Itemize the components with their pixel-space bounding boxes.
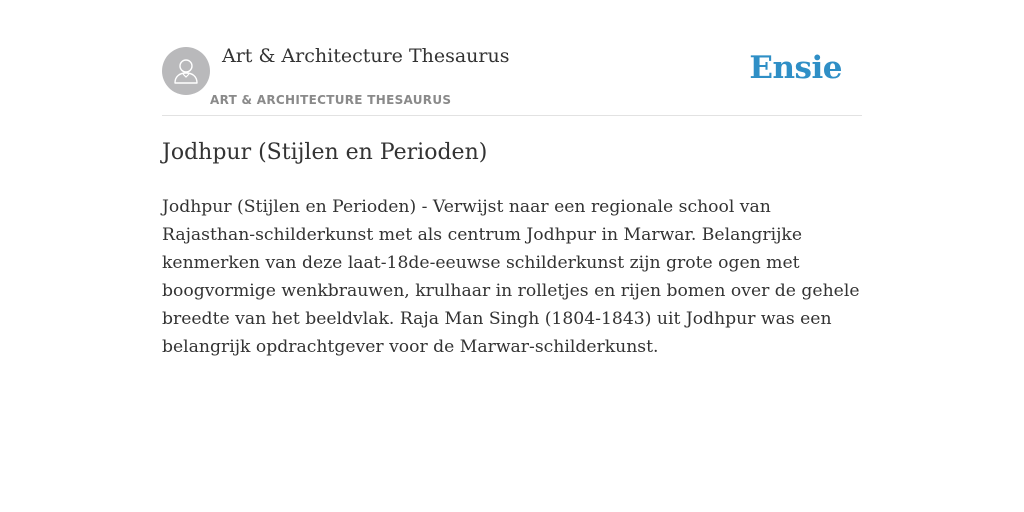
avatar[interactable] [162, 47, 210, 95]
article-body: Jodhpur (Stijlen en Perioden) - Verwijst naar een regionale school van Rajasthan-schilderkunst met als centrum Jodhpur in Marwar. Belangrijke kenmerken van deze laat-18de-eeuwse schilderkunst zijn grote ogen met boogvormige wenkbrauwen, krulhaar in rolletjes en rijen bomen over de gehele breedte van het beeldvlak. Raja Man Singh (1804-1843) uit Jodhpur was een belangrijk opdrachtgever voor de Marwar-schilderkunst. [162, 197, 860, 357]
source-subtitle[interactable]: ART & ARCHITECTURE THESAURUS [210, 93, 452, 107]
user-icon [171, 56, 201, 86]
page-container [162, 0, 862, 512]
brand-logo[interactable]: Ensie [749, 50, 842, 86]
source-title[interactable]: Art & Architecture Thesaurus [222, 45, 510, 67]
header [162, 0, 862, 116]
page-title: Jodhpur (Stijlen en Perioden) [162, 140, 488, 165]
